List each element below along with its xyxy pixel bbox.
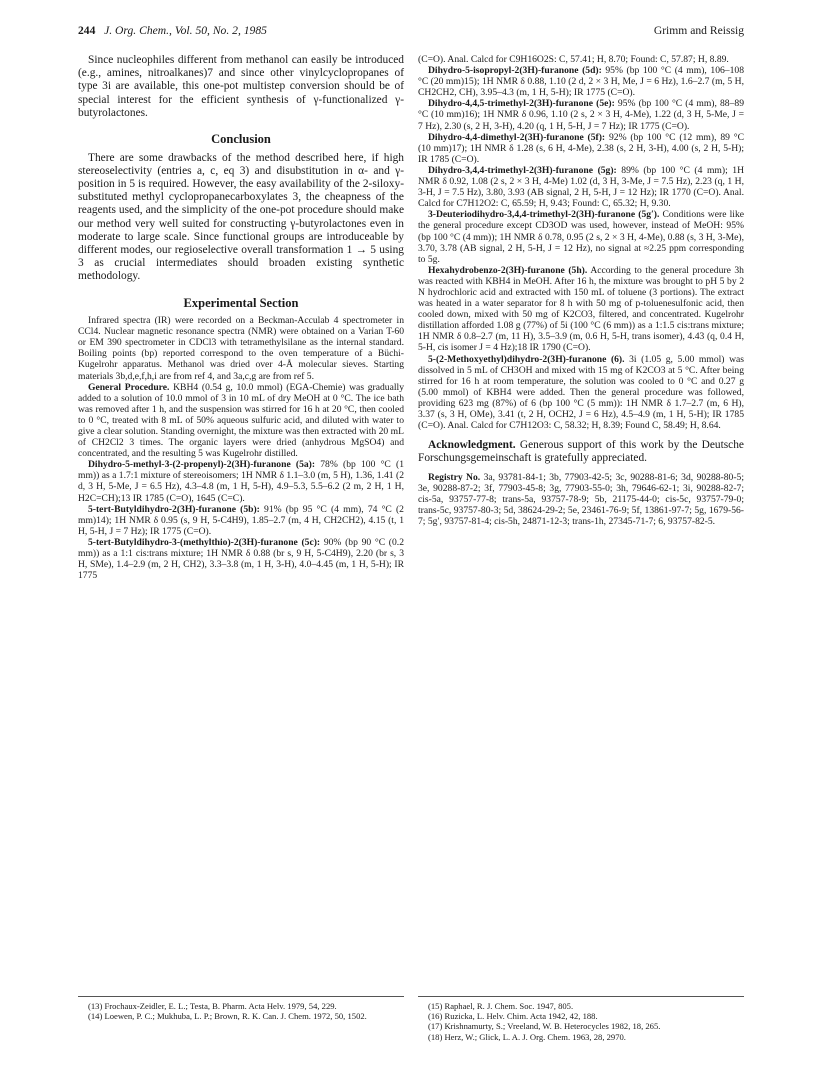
footnote-16: (16) Ruzicka, L. Helv. Chim. Acta 1942, 42, 188. [428,1011,598,1022]
footnote-13: (13) Frochaux-Zeidler, E. L.; Testa, B. Pharm. Acta Helv. 1979, 54, 229. [88,1001,337,1011]
compound-5h: Hexahydrobenzo-2(3H)-furanone (5h). According to the general procedure 3h was reacted with KBH4 in MeOH. After 16 h, the mixture was brought to pH 5 by 2 N hydrochloric acid and extracted with 150 mL of toluene (3 portions). The extract was heated in a water separator for 8 h with 50 mg of p-toluenesulfonic acid, then cooled down, mixed with 50 mg of K2CO3, filtered, and concentrated. Kugelrohr distillation afforded 1.08 g (77%) of 5i (100 °C (6 mm)) as a 1:1.5 cis:trans mixture; 1H NMR δ 0.8–2.7 (m, 11 H), 3.5–3.9 (m, 0.6 H, 5-H, trans isomer), 4.43 (q, 0.4 H, 5-H, cis isomer J = 4 Hz);18 IR 1790 (C=O). [418,264,744,354]
conclusion-heading: Conclusion [211,132,271,147]
footnote-15: (15) Raphael, R. J. Chem. Soc. 1947, 805. [428,1001,574,1011]
acknowledgment: Acknowledgment. Generous support of this work by the Deutsche Forschungsgemeinschaft is gratefully appreciated. [418,439,744,465]
compound-6: 5-(2-Methoxyethyl)dihydro-2(3H)-furanone (6). 3i (1.05 g, 5.00 mmol) was dissolved in 5 mL of CH3OH and mixed with 15 mg of K2CO3 at 5 °C. After being stirred for 16 h at room temperature, the solution was cooled to 0 °C and 0.27 g (5.00 mmol) of KBH4 were added. Then the general procedure was followed, providing 623 mg (87%) of 6 (bp 100 °C (5 mm)): 1H NMR δ 1.7–2.7 (m, 6 H), 3.37 (s, 3 H, OMe), 3.41 (t, 2 H, OCH2, J = 6 Hz), 4.5–4.9 (m, 1 H, 5-H); IR 1785 (C=O). Anal. Calcd for C7H12O3: C, 58.32; H, 8.39; Found C, 58.49; H, 8.64. [418,353,744,432]
running-header [78,24,744,40]
compound-5d: Dihydro-5-isopropyl-2(3H)-furanone (5d): 95% (bp 100 °C (4 mm), 106–108 °C (20 mm)15); 1H NMR δ 0.88, 1.10 (2 d, 2 × 3 H, Me, J = 6 Hz), 1.6–2.7 (m, 5 H, CH2CH2, CH), 3.95–4.3 (m, 1 H, 5-H); IR 1775 (C=O). [418,65,744,99]
general-procedure: General Procedure. KBH4 (0.54 g, 10.0 mmol) (EGA-Chemie) was gradually added to a solution of 10.0 mmol of 3 in 10 mL of dry MeOH at 0 °C. The ice bath was removed after 1 h, and the suspension was stirred for 16 h at 20 °C, then cooled to 0 °C, treated with 8 mL of 50% aqueous sulfuric acid, and diluted with water to give a clear solution. Standing overnight, the mixture was then extracted with 20 mL of CH2Cl2 3 times. The organic layers were dried (anhydrous MgSO4) and concentrated, and the resulting 5 was Kugelrohr distilled. [78,381,404,460]
author-names: Grimm and Reissig [653,24,744,37]
page-number: 244 [78,24,96,37]
compound-5g-prime: 3-Deuteriodihydro-3,4,4-trimethyl-2(3H)-furanone (5g′). Conditions were like the general procedure except CD3OD was used, however, instead of MeOH: 95% (bp 100 °C (4 mm)); 1H NMR δ 0.78, 0.95 (2 s, 2 × 3 H, 4-Me), 0.88 (s, 3 H, 3-Me), 3.70, 3.78 (AB signal, 2 H, 5-H, J = 12 Hz), no signal at ≈2.25 ppm corresponding to 5g. [418,209,744,265]
left-column [78,54,404,581]
footnote-18: (18) Herz, W.; Glick, L. A. J. Org. Chem. 1963, 28, 2970. [428,1031,626,1042]
footnote-14: (14) Loewen, P. C.; Mukhuba, L. P.; Brown, R. K. Can. J. Chem. 1972, 50, 1502. [88,1011,367,1022]
footnote-rule-left [78,996,404,997]
footnotes-left [78,1001,404,1021]
compound-5g: Dihydro-3,4,4-trimethyl-2(3H)-furanone (5g): 89% (bp 100 °C (4 mm); 1H NMR δ 0.92, 1.08 (2 s, 2 × 3 H, 4-Me) 1.02 (d, 3 H, 3-Me, J = 7.5 Hz), 2.23 (q, 1 H, 3-H, J = 7.5 Hz), 3.80, 3.93 (AB signal, 2 H, 5-H, J = 12 Hz); IR 1770 (C=O). Anal. Calcd for C7H12O2: C, 65.59; H, 9.43; Found: C, 65.32; H, 9.30. [418,164,744,210]
intro-paragraph: Since nucleophiles different from methanol can easily be introduced (e.g., amines, nitroalkanes)7 and since other vinylcyclopropanes of type 3i are available, this one-pot multistep conversion should be of special interest for the efficient synthesis of γ-functionalized γ-butyrolactones. [78,54,404,119]
instrumentation-paragraph: Infrared spectra (IR) were recorded on a Beckman-Acculab 4 spectrometer in CCl4. Nuclear magnetic resonance spectra (NMR) were obtained on a Varian T-60 or EM 390 spectrometer in CDCl3 with tetramethylsilane as the internal standard. Boiling points (bp) reported correspond to the oven temperature of a Büchi-Kugelrohr apparatus. Methanol was dried over 4-Å molecular sieves. Starting materials 3b,d,e,f,h,i are from ref 4, and 3a,c,g are from ref 5. [78,315,404,382]
compound-5b: 5-tert-Butyldihydro-2(3H)-furanone (5b): 91% (bp 95 °C (4 mm), 74 °C (2 mm)14); 1H NMR δ 0.95 (s, 9 H, 5-C4H9), 1.85–2.7 (m, 4 H, CH2CH2), 4.15 (t, 1 H, 5-H, J = 7 Hz); IR 1775 (C=O). [78,503,404,537]
registry-numbers: Registry No. 3a, 93781-84-1; 3b, 77903-42-5; 3c, 90288-81-6; 3d, 90288-80-5; 3e, 90288-87-2; 3f, 77903-45-8; 3g, 77903-55-0; 3h, 79646-62-1; 3i, 90288-82-7; cis-5a, 93757-77-8; trans-5a, 93757-78-9; 5b, 21175-44-0; cis-5c, 93757-79-0; trans-5c, 93757-80-3; 5d, 38624-29-2; 5e, 23461-76-9; 5f, 13861-97-7; 5g, 1679-56-7; 5g′, 93757-81-4; cis-5h, 24871-12-3; trans-1h, 27345-71-7; 6, 93757-82-5. [418,471,744,527]
experimental-heading: Experimental Section [183,295,299,310]
right-column [418,54,744,527]
conclusion-paragraph: There are some drawbacks of the method described here, if high stereoselectivity (entries a, c, eq 3) and disubstitution in α- and γ-position in 5 is required. However, the easy availability of the 2-siloxy-substituted methyl cyclopropanecarboxylates 3, the cheapness of the reagents used, and the simplicity of the one-pot procedure should make our method very well suited for constructing γ-butyrolactones even in moderate to large scale. Since functional groups are introduceable by different modes, our regioselective overall transformation 1 → 5 using 3 as crucial intermediates should broaden existing synthetic methodology. [78,151,404,283]
footnote-17: (17) Krishnamurty, S.; Vreeland, W. B. Heterocycles 1982, 18, 265. [428,1021,661,1032]
footnotes-right [418,1001,744,1042]
compound-5c-continued: (C=O). Anal. Calcd for C9H16O2S: C, 57.41; H, 8.70; Found: C, 57.87; H, 8.89. [418,54,729,65]
compound-5e: Dihydro-4,4,5-trimethyl-2(3H)-furanone (5e): 95% (bp 100 °C (4 mm), 88–89 °C (10 mm)16); 1H NMR δ 0.96, 1.10 (2 s, 2 × 3 H, 4-Me), 1.22 (d, 3 H, 5-Me, J = 7 Hz), 2.30 (s, 2 H, 3-H), 4.20 (q, 1 H, 5-H, J = 7 Hz); IR 1775 (C=O). [418,98,744,132]
journal-citation: J. Org. Chem., Vol. 50, No. 2, 1985 [104,24,267,37]
compound-5c: 5-tert-Butyldihydro-3-(methylthio)-2(3H)-furanone (5c): 90% (bp 90 °C (0.2 mm)) as a 1:1 cis:trans mixture; 1H NMR δ 0.88 (br s, 9 H, 5-C4H9), 2.20 (br s, 3 H, SMe), 1.4–2.9 (m, 2 H, CH2), 3.3–3.8 (m, 1 H, 3-H), 4.0–4.45 (m, 1 H, 5-H); IR 1775 [78,536,404,582]
compound-5f: Dihydro-4,4-dimethyl-2(3H)-furanone (5f): 92% (bp 100 °C (12 mm), 89 °C (10 mm)17); 1H NMR δ 1.28 (s, 6 H, 4-Me), 2.38 (s, 2 H, 3-H), 4.00 (s, 2 H, 5-H); IR 1785 (C=O). [418,131,744,165]
compound-5a: Dihydro-5-methyl-3-(2-propenyl)-2(3H)-furanone (5a): 78% (bp 100 °C (1 mm)) as a 1.7:1 mixture of stereoisomers; 1H NMR δ 1.1–3.0 (m, 5 H), 1.36, 1.41 (2 d, 3 H, 5-Me, J = 6.5 Hz), 4.3–4.8 (m, 1 H, 5-H), 4.9–5.3, 5.5–6.2 (2 m, 2 H, 1 H, H2C=CH);13 IR 1785 (C=O), 1645 (C=C). [78,459,404,504]
footnote-rule-right [418,996,744,997]
